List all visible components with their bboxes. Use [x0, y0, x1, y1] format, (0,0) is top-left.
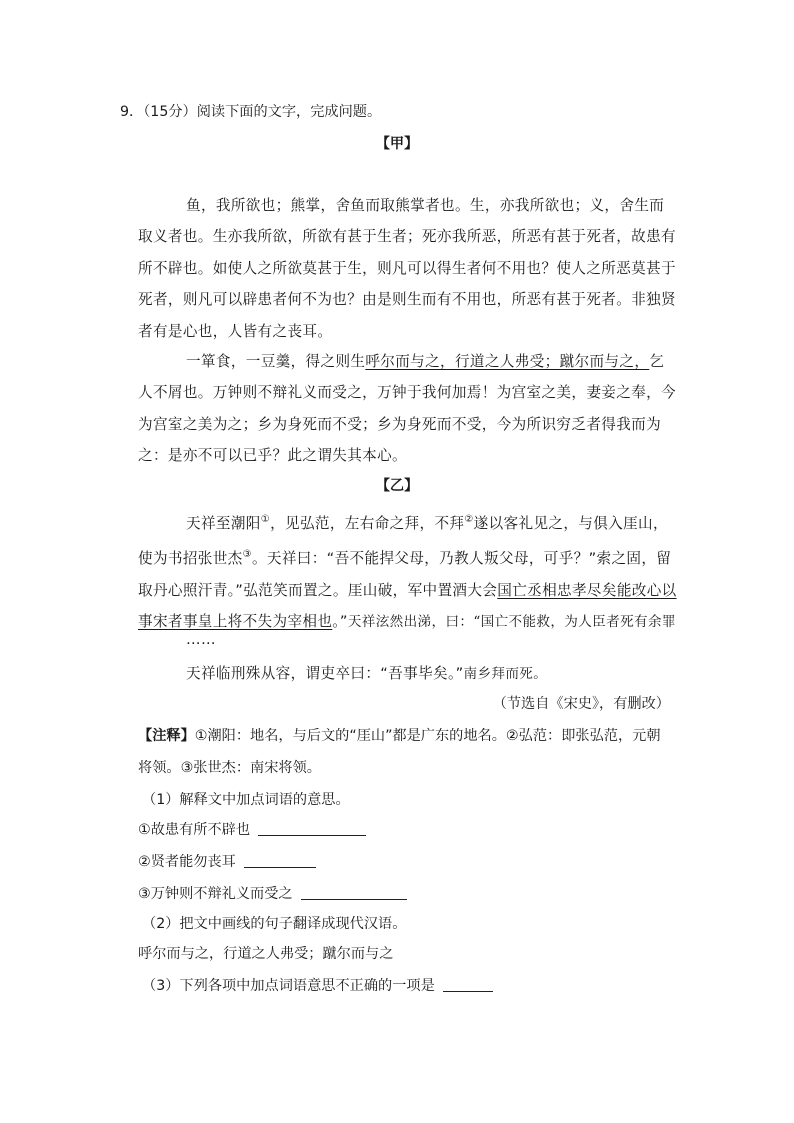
answer-blank-4[interactable] [443, 977, 493, 992]
q1-item-3-text: ③万钟则不辩礼义而受之 [138, 886, 293, 902]
question-header: 9．（15分）阅读下面的文字，完成问题。 [120, 104, 382, 120]
sub-question-3 [142, 976, 493, 996]
q1-item-2-text: ②贤者能勿丧耳 [138, 854, 236, 870]
sub-question-3-text: （3）下列各项中加点词语意思不正确的一项是 [142, 978, 435, 994]
yi-underlined-sentence: 国亡丞相忠孝尽矣能改心以事宋者事皇上将不失为宰相也 [138, 581, 677, 631]
yi-paragraph-1 [138, 504, 678, 639]
q1-item-1-text: ①故患有所不辟也 [138, 822, 251, 838]
source-citation: （节选自《宋史》，有删改） [492, 696, 670, 712]
answer-blank-1[interactable] [258, 821, 366, 836]
yi-text-7: 天祥泫然出涕，曰：“国亡不能救，为人臣者死有余罪 [347, 614, 676, 631]
section-heading-yi: 【乙】 [375, 478, 419, 494]
notes-line-1 [138, 726, 661, 746]
yi-ellipsis-line [138, 624, 678, 655]
jia-paragraph-2-text-b: 乞人不屑也。万钟则不辩礼义而受之，万钟于我何加焉！为宫室之美，妻妾之奉，今为宫室之美为之；乡为身死而不受；乡为身死而不受，今为所识穷乏者得我而为之：是亦不可以已乎？此之谓失其本心。 [138, 353, 676, 465]
notes-text-1: ①潮阳：地名，与后文的“厓山”都是广东的地名。②弘范：即张弘范，元朝 [194, 728, 661, 744]
yi-text-3: 遂以客礼见之，与俱入厓山，使为书招张世杰 [138, 515, 668, 568]
note-marker-1: ① [260, 514, 271, 525]
note-marker-2: ② [464, 514, 474, 525]
yi-text-1: 天祥至潮阳 [186, 515, 261, 532]
jia-paragraph-2 [138, 346, 678, 472]
notes-line-2: 将领。③张世杰：南宋将领。 [138, 760, 321, 776]
yi-text-6: 。” [332, 613, 348, 631]
sub-question-1: （1）解释文中加点词语的意思。 [142, 792, 350, 808]
note-marker-3: ③ [242, 549, 252, 561]
q1-item-1 [138, 820, 366, 840]
yi-text-2: ，见弘范，左右命之拜，不拜 [270, 515, 465, 532]
jia-paragraph-2-text-a: 一箪食，一豆羹，得之则生 [186, 353, 366, 370]
answer-blank-2[interactable] [244, 853, 316, 868]
jia-paragraph-1-text: 鱼，我所欲也；熊掌，舍鱼而取熊掌者也。生，亦我所欲也；义，舍生而取义者也。生亦我所欲，所欲有甚于生者；死亦我所恶，所恶有甚于死者，故患有所不辟也。如使人之所欲莫甚于生，则凡可以得生者何不用也？使人之所恶莫甚于死者，则凡可以辟患者何不为也？由是则生而有不用也，所恶有甚于死者。非独贤者有是心也，人皆有之丧耳。 [138, 197, 676, 340]
answer-blank-3[interactable] [301, 885, 407, 900]
yi-paragraph-2-text: 天祥临刑殊从容，谓吏卒曰：“吾事毕矣。” [186, 665, 464, 682]
q2-sentence: 呼尔而与之，行道之人弗受；蹴尔而与之 [138, 946, 394, 962]
sub-question-2: （2）把文中画线的句子翻译成现代汉语。 [142, 916, 407, 932]
yi-paragraph-2-tail: 南乡拜而死。 [463, 666, 548, 682]
q1-item-2 [138, 852, 316, 872]
q1-item-3 [138, 884, 407, 904]
notes-label: 【注释】 [138, 728, 195, 744]
yi-paragraph-2 [138, 658, 678, 690]
jia-underlined-sentence: 呼尔而与之，行道之人弗受；蹴尔而与之， [365, 353, 650, 370]
jia-paragraph-1 [138, 190, 678, 347]
section-heading-jia: 【甲】 [375, 136, 419, 152]
yi-text-4: 。天祥曰：“吾不能捍父母，乃教人叛父母，可乎？”索之固，留取丹心照汗青。”弘范笑而置之。厓山破，军中置酒大会 [138, 550, 672, 599]
yi-ellipsis: …… [186, 631, 216, 648]
